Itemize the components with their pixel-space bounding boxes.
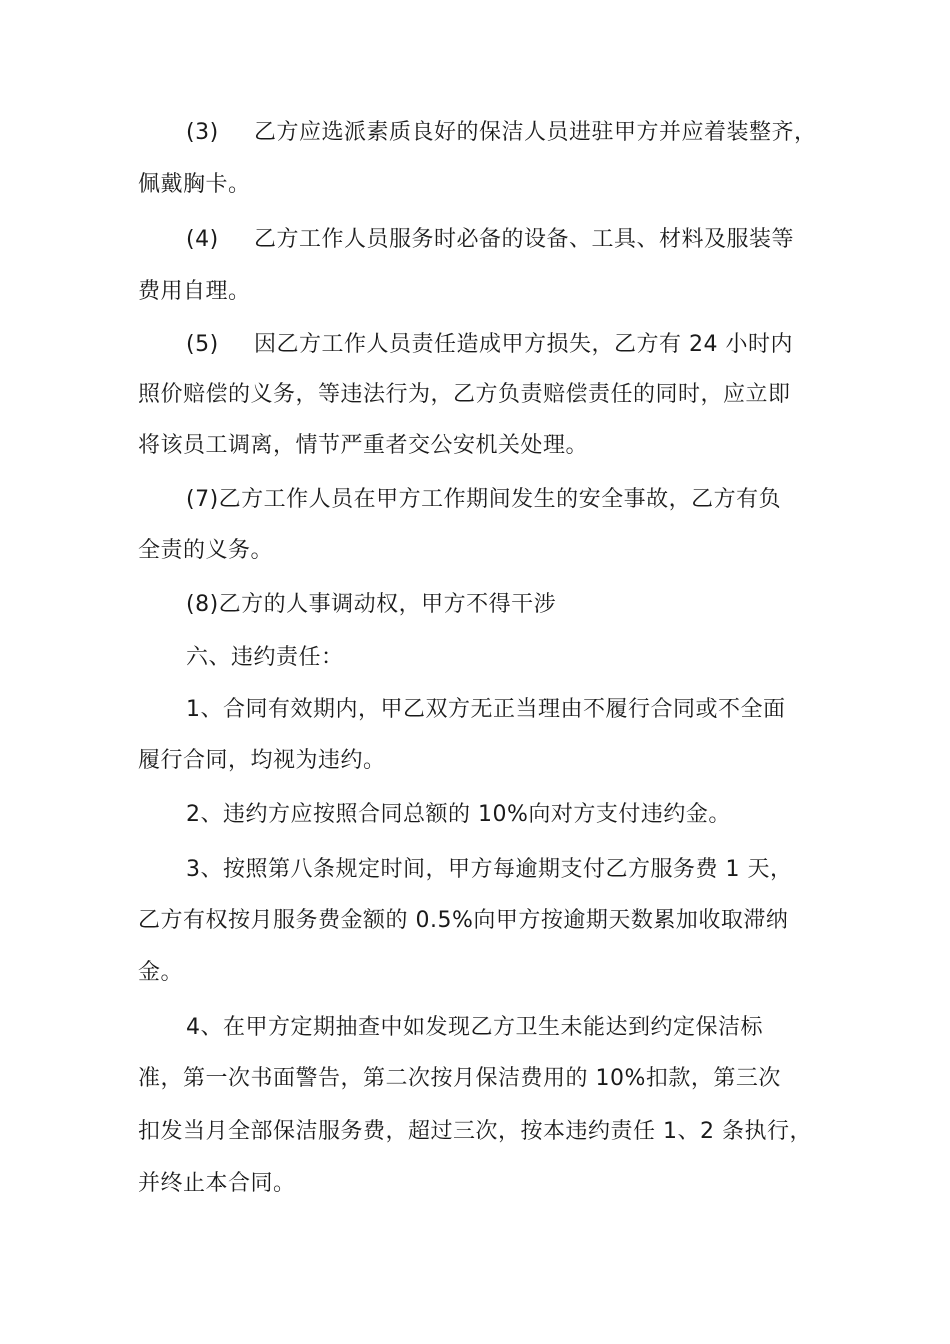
paragraph-4-text-1: 乙方工作人员服务时必备的设备、工具、材料及服装等 xyxy=(254,227,795,252)
paragraph-8-number: (8) xyxy=(186,592,219,617)
clause-3-line-3: 金。 xyxy=(138,960,184,985)
clause-4-line-2: 准，第一次书面警告，第二次按月保洁费用的 10%扣款，第三次 xyxy=(138,1066,781,1091)
clause-4-line-4: 并终止本合同。 xyxy=(138,1171,296,1196)
clause-3-line-1: 3、按照第八条规定时间，甲方每逾期支付乙方服务费 1 天， xyxy=(186,857,793,882)
clause-3-line-2: 乙方有权按月服务费金额的 0.5%向甲方按逾期天数累加收取滞纳 xyxy=(138,908,789,933)
paragraph-7-line-2: 全责的义务。 xyxy=(138,538,274,563)
clause-4-line-1: 4、在甲方定期抽查中如发现乙方卫生未能达到约定保洁标 xyxy=(186,1015,763,1040)
paragraph-3-number: (3) xyxy=(186,120,219,145)
clause-4-line-3: 扣发当月全部保洁服务费，超过三次，按本违约责任 1、2 条执行， xyxy=(138,1119,812,1144)
paragraph-3-text-1: 乙方应选派素质良好的保洁人员进驻甲方并应着装整齐， xyxy=(254,120,817,145)
paragraph-5-line-2: 照价赔偿的义务，等违法行为，乙方负责赔偿责任的同时，应立即 xyxy=(138,382,791,407)
clause-2-line-1: 2、违约方应按照合同总额的 10%向对方支付违约金。 xyxy=(186,802,731,827)
paragraph-4-line-1 xyxy=(186,225,794,255)
paragraph-5-text-1: 因乙方工作人员责任造成甲方损失，乙方有 24 小时内 xyxy=(254,332,793,357)
paragraph-7-line-1 xyxy=(186,485,781,515)
paragraph-7-number: (7) xyxy=(186,487,219,512)
paragraph-3-line-1 xyxy=(186,118,817,148)
paragraph-5-number: (5) xyxy=(186,332,219,357)
paragraph-5-line-3: 将该员工调离，情节严重者交公安机关处理。 xyxy=(138,433,589,458)
paragraph-4-line-2: 费用自理。 xyxy=(138,279,251,304)
paragraph-8-line-1 xyxy=(186,590,556,620)
paragraph-3-line-2: 佩戴胸卡。 xyxy=(138,172,251,197)
section-heading-breach-liability: 六、违约责任： xyxy=(186,645,344,670)
clause-1-line-1: 1、合同有效期内，甲乙双方无正当理由不履行合同或不全面 xyxy=(186,697,786,722)
paragraph-5-line-1 xyxy=(186,330,793,360)
paragraph-8-text-1: 乙方的人事调动权，甲方不得干涉 xyxy=(218,592,557,617)
paragraph-4-number: (4) xyxy=(186,227,219,252)
clause-1-line-2: 履行合同，均视为违约。 xyxy=(138,748,386,773)
paragraph-7-text-1: 乙方工作人员在甲方工作期间发生的安全事故，乙方有负 xyxy=(218,487,782,512)
